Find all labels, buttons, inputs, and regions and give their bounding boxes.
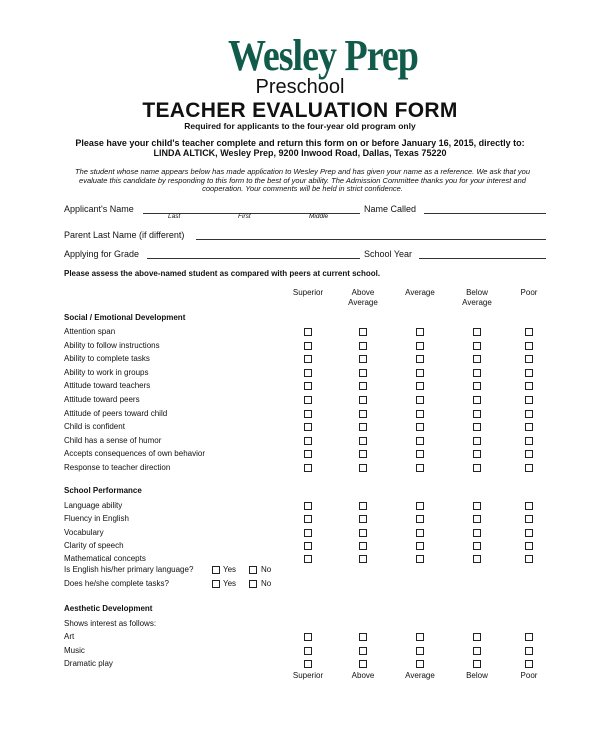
last-name-caption: Last: [168, 213, 181, 220]
rating-checkbox[interactable]: [525, 647, 533, 655]
rating-checkbox[interactable]: [416, 515, 424, 523]
rating-checkbox[interactable]: [525, 396, 533, 404]
rating-checkbox[interactable]: [304, 542, 312, 550]
parent-name-label: Parent Last Name (if different): [64, 230, 185, 240]
rating-checkbox[interactable]: [304, 555, 312, 563]
rating-checkbox[interactable]: [304, 502, 312, 510]
first-name-caption: First: [238, 213, 251, 220]
item-label: Ability to follow instructions: [64, 340, 160, 350]
required-note: Required for applicants to the four-year old program only: [184, 121, 416, 131]
rating-checkbox[interactable]: [416, 342, 424, 350]
applicant-name-label: Applicant's Name: [64, 204, 134, 214]
section-note: Shows interest as follows:: [64, 619, 157, 628]
rating-checkbox[interactable]: [359, 382, 367, 390]
rating-checkbox[interactable]: [473, 502, 481, 510]
rating-checkbox[interactable]: [359, 450, 367, 458]
return-address: LINDA ALTICK, Wesley Prep, 9200 Inwood Road, Dallas, Texas 75220: [153, 148, 447, 158]
yesno-question: Is English his/her primary language?: [64, 565, 194, 574]
rating-checkbox[interactable]: [416, 382, 424, 390]
rating-checkbox[interactable]: [359, 396, 367, 404]
rating-checkbox[interactable]: [304, 633, 312, 641]
column-footer-0: Superior: [292, 671, 324, 680]
rating-checkbox[interactable]: [525, 464, 533, 472]
item-label: Mathematical concepts: [64, 554, 146, 564]
item-label: Attention span: [64, 327, 116, 336]
rating-checkbox[interactable]: [416, 410, 424, 418]
middle-name-caption: Middle: [309, 213, 329, 220]
rating-checkbox[interactable]: [525, 542, 533, 550]
rating-checkbox[interactable]: [304, 410, 312, 418]
rating-checkbox[interactable]: [359, 355, 367, 363]
item-label: Fluency in English: [64, 514, 129, 524]
rating-checkbox[interactable]: [473, 660, 481, 668]
rating-checkbox[interactable]: [473, 382, 481, 390]
rating-checkbox[interactable]: [359, 515, 367, 523]
column-footer-3: Below: [466, 671, 488, 680]
name-called-field[interactable]: [424, 213, 546, 214]
intro-paragraph: The student whose name appears below has made application to Wesley Prep and has given your name as a reference. We ask that you evaluate this candidate by responding to this form to the best of your ability. The Admission Committee thanks you for your interest and cooperation. Your comments will be held in strict confidence.: [75, 167, 530, 194]
rating-checkbox[interactable]: [525, 529, 533, 537]
rating-checkbox[interactable]: [416, 660, 424, 668]
wesley-prep-logo: Wesley Prep: [228, 31, 418, 81]
rating-checkbox[interactable]: [359, 529, 367, 537]
section-title: School Performance: [64, 486, 142, 495]
rating-checkbox[interactable]: [473, 555, 481, 563]
rating-checkbox[interactable]: [525, 450, 533, 458]
rating-checkbox[interactable]: [525, 660, 533, 668]
rating-checkbox[interactable]: [525, 382, 533, 390]
rating-checkbox[interactable]: [416, 555, 424, 563]
no-label: No: [261, 579, 272, 588]
section-title: Social / Emotional Development: [64, 313, 186, 322]
item-label: Music: [64, 645, 85, 655]
rating-checkbox[interactable]: [416, 633, 424, 641]
rating-checkbox[interactable]: [304, 437, 312, 445]
no-checkbox[interactable]: [249, 566, 257, 574]
rating-checkbox[interactable]: [525, 369, 533, 377]
item-label: Attitude toward peers: [64, 395, 140, 404]
item-label: Language ability: [64, 501, 123, 510]
column-footer-1: Above: [351, 671, 375, 680]
rating-checkbox[interactable]: [473, 464, 481, 472]
rating-checkbox[interactable]: [359, 369, 367, 377]
yesno-question: Does he/she complete tasks?: [64, 579, 169, 588]
rating-checkbox[interactable]: [525, 355, 533, 363]
rating-checkbox[interactable]: [473, 423, 481, 431]
rating-checkbox[interactable]: [525, 410, 533, 418]
rating-checkbox[interactable]: [525, 423, 533, 431]
rating-checkbox[interactable]: [473, 369, 481, 377]
item-label: Dramatic play: [64, 659, 113, 668]
rating-checkbox[interactable]: [359, 423, 367, 431]
rating-checkbox[interactable]: [416, 529, 424, 537]
rating-checkbox[interactable]: [416, 369, 424, 377]
column-header-2: Average: [405, 288, 435, 297]
item-label: Art: [64, 632, 75, 641]
rating-checkbox[interactable]: [525, 515, 533, 523]
yes-checkbox[interactable]: [212, 566, 220, 574]
rating-checkbox[interactable]: [359, 437, 367, 445]
rating-checkbox[interactable]: [473, 410, 481, 418]
item-label: Vocabulary: [64, 527, 104, 537]
item-label: Accepts consequences of own behavior: [64, 449, 205, 459]
section-title: Aesthetic Development: [64, 604, 153, 613]
rating-checkbox[interactable]: [416, 437, 424, 445]
rating-checkbox[interactable]: [304, 355, 312, 363]
item-label: Child has a sense of humor: [64, 435, 162, 445]
rating-checkbox[interactable]: [304, 529, 312, 537]
name-called-label: Name Called: [364, 204, 417, 214]
rating-checkbox[interactable]: [473, 328, 481, 336]
rating-checkbox[interactable]: [525, 437, 533, 445]
rating-checkbox[interactable]: [416, 355, 424, 363]
rating-checkbox[interactable]: [304, 369, 312, 377]
rating-checkbox[interactable]: [525, 633, 533, 641]
rating-checkbox[interactable]: [525, 555, 533, 563]
yes-label: Yes: [223, 579, 237, 588]
rating-checkbox[interactable]: [304, 396, 312, 404]
rating-checkbox[interactable]: [473, 529, 481, 537]
no-label: No: [261, 565, 272, 574]
rating-checkbox[interactable]: [525, 342, 533, 350]
rating-checkbox[interactable]: [525, 328, 533, 336]
rating-checkbox[interactable]: [359, 633, 367, 641]
rating-checkbox[interactable]: [416, 328, 424, 336]
rating-checkbox[interactable]: [473, 396, 481, 404]
rating-checkbox[interactable]: [416, 450, 424, 458]
rating-checkbox[interactable]: [473, 542, 481, 550]
rating-checkbox[interactable]: [304, 382, 312, 390]
item-label: Ability to work in groups: [64, 367, 149, 377]
rating-checkbox[interactable]: [416, 464, 424, 472]
rating-checkbox[interactable]: [359, 410, 367, 418]
rating-checkbox[interactable]: [473, 355, 481, 363]
rating-checkbox[interactable]: [304, 464, 312, 472]
rating-checkbox[interactable]: [359, 542, 367, 550]
no-checkbox[interactable]: [249, 580, 257, 588]
column-header-4: Poor: [520, 288, 538, 297]
applying-grade-label: Applying for Grade: [64, 249, 140, 259]
applying-grade-field[interactable]: [147, 258, 360, 259]
parent-name-field[interactable]: [196, 239, 546, 240]
rating-checkbox[interactable]: [473, 450, 481, 458]
school-year-field[interactable]: [419, 258, 546, 259]
column-header-0: Superior: [292, 288, 324, 297]
column-header-1: Above Average: [348, 288, 378, 307]
rating-checkbox[interactable]: [304, 515, 312, 523]
rating-checkbox[interactable]: [359, 555, 367, 563]
yes-checkbox[interactable]: [212, 580, 220, 588]
rating-checkbox[interactable]: [359, 328, 367, 336]
column-footer-2: Average: [405, 671, 435, 680]
form-subtitle: Preschool: [255, 76, 345, 98]
yes-label: Yes: [223, 565, 237, 574]
rating-checkbox[interactable]: [473, 633, 481, 641]
form-title: TEACHER EVALUATION FORM: [142, 99, 458, 122]
rating-checkbox[interactable]: [473, 437, 481, 445]
rating-checkbox[interactable]: [473, 647, 481, 655]
rating-checkbox[interactable]: [359, 647, 367, 655]
rating-checkbox[interactable]: [304, 423, 312, 431]
rating-checkbox[interactable]: [359, 502, 367, 510]
rating-checkbox[interactable]: [304, 342, 312, 350]
rating-checkbox[interactable]: [525, 502, 533, 510]
rating-checkbox[interactable]: [416, 502, 424, 510]
rating-checkbox[interactable]: [416, 396, 424, 404]
rating-checkbox[interactable]: [304, 328, 312, 336]
rating-checkbox[interactable]: [359, 660, 367, 668]
rating-checkbox[interactable]: [304, 660, 312, 668]
item-label: Child is confident: [64, 422, 125, 432]
item-label: Clarity of speech: [64, 540, 124, 550]
item-label: Attitude toward teachers: [64, 381, 151, 391]
rating-checkbox[interactable]: [473, 515, 481, 523]
column-footer-4: Poor: [520, 671, 538, 680]
column-header-3: Below Average: [462, 288, 492, 307]
school-year-label: School Year: [364, 249, 413, 259]
rating-checkbox[interactable]: [473, 342, 481, 350]
rating-checkbox[interactable]: [416, 647, 424, 655]
item-label: Ability to complete tasks: [64, 354, 150, 364]
rating-checkbox[interactable]: [359, 342, 367, 350]
item-label: Response to teacher direction: [64, 463, 171, 472]
rating-checkbox[interactable]: [416, 423, 424, 431]
rating-checkbox[interactable]: [359, 464, 367, 472]
rating-checkbox[interactable]: [416, 542, 424, 550]
rating-checkbox[interactable]: [304, 647, 312, 655]
return-instructions: Please have your child's teacher complete and return this form on or before January 16, 2015, directly to:: [75, 138, 525, 148]
assess-instruction: Please assess the above-named student as compared with peers at current school.: [64, 269, 381, 278]
item-label: Attitude of peers toward child: [64, 408, 168, 418]
rating-checkbox[interactable]: [304, 450, 312, 458]
